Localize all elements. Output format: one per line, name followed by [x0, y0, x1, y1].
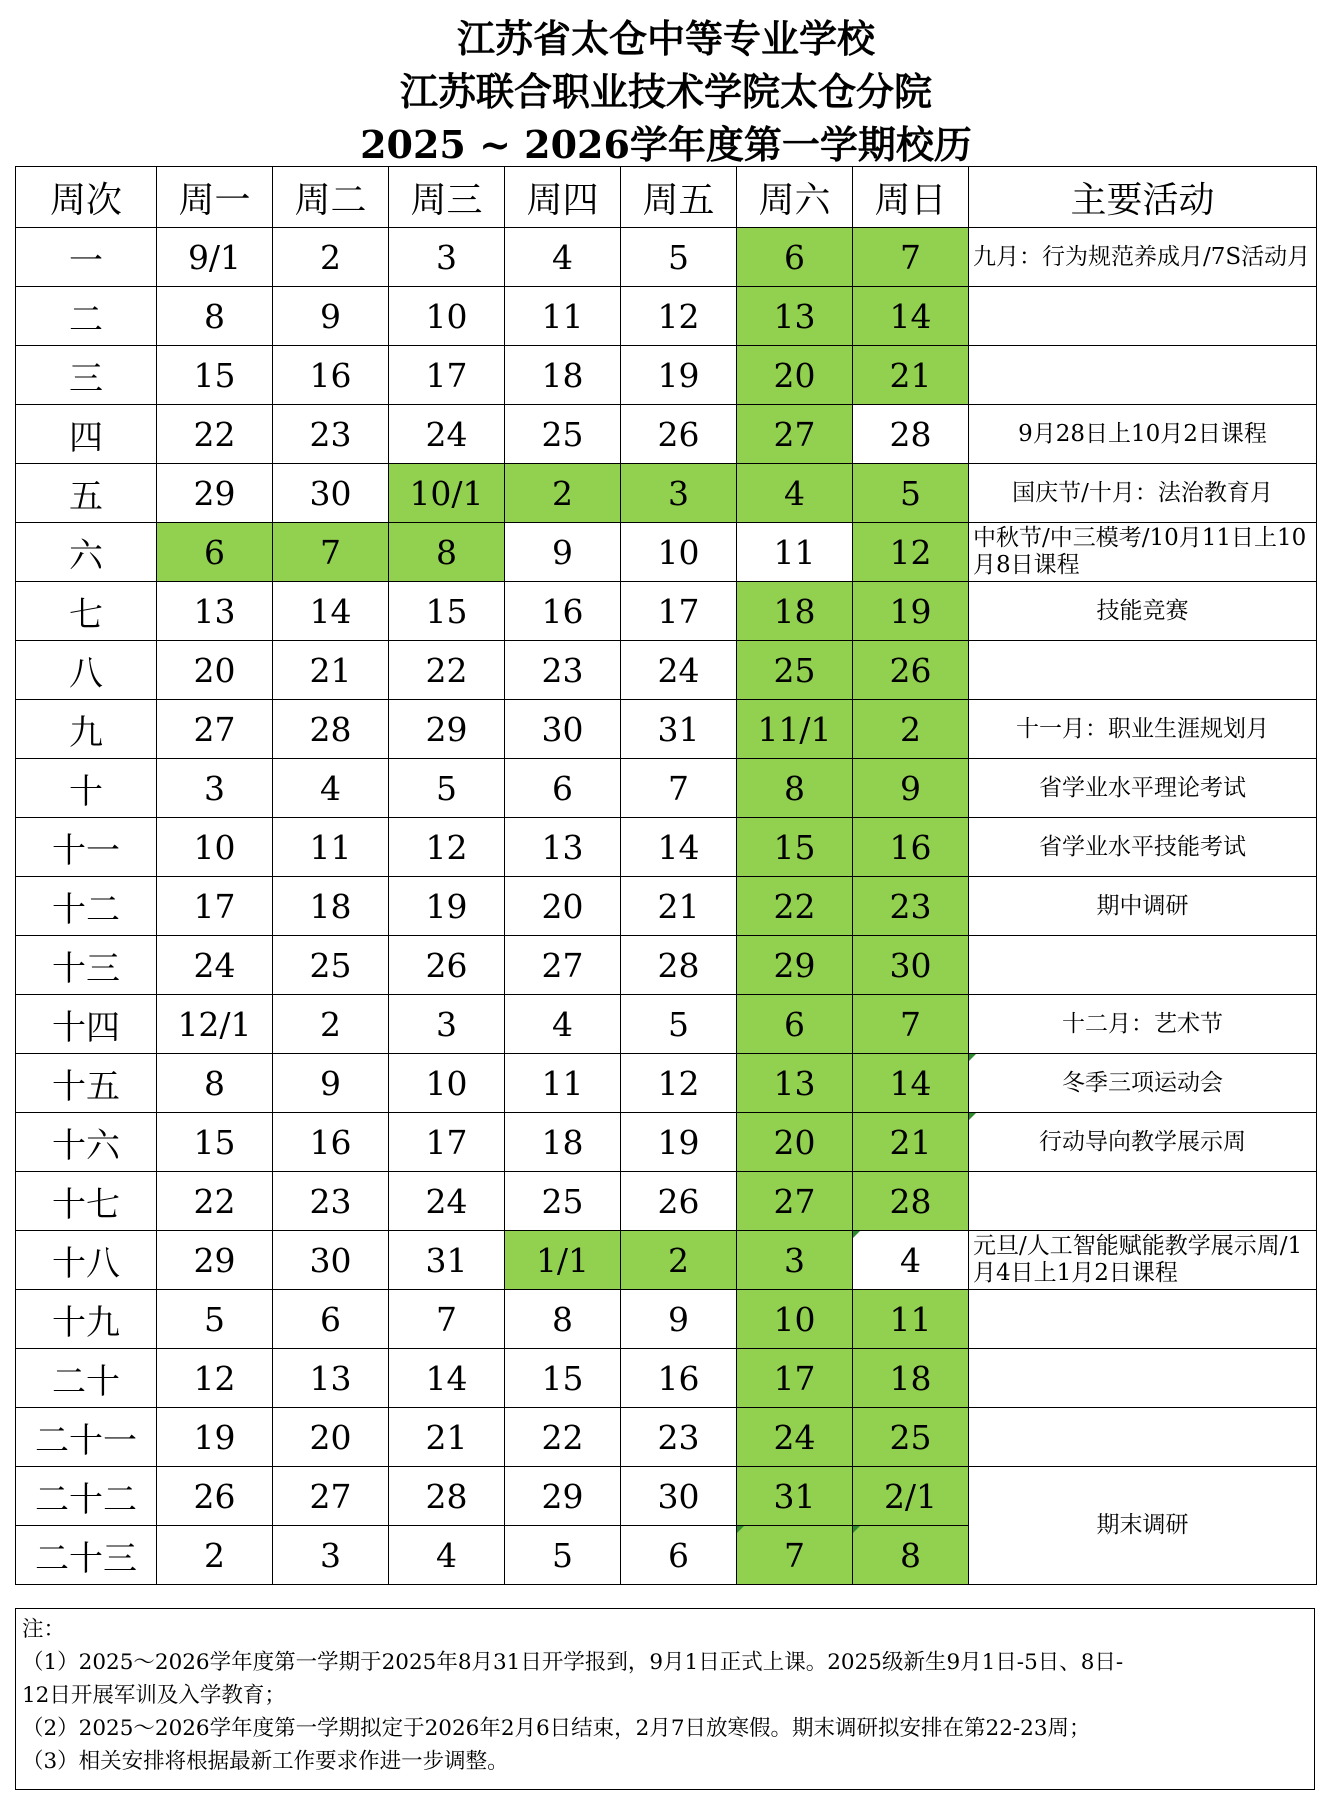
- day-cell: 28: [853, 405, 969, 464]
- day-cell: 29: [737, 936, 853, 995]
- day-cell: 8: [157, 1054, 273, 1113]
- activity-cell: [969, 287, 1317, 346]
- day-cell: 3: [157, 759, 273, 818]
- day-cell: 12/1: [157, 995, 273, 1054]
- table-row: [16, 1113, 1317, 1172]
- day-cell: 22: [737, 877, 853, 936]
- day-cell: 19: [621, 346, 737, 405]
- day-cell: 25: [853, 1408, 969, 1467]
- day-cell: 18: [505, 1113, 621, 1172]
- header-wed: 周三: [389, 167, 505, 228]
- day-cell: 24: [157, 936, 273, 995]
- day-cell: 13: [737, 287, 853, 346]
- activity-cell: [969, 1408, 1317, 1467]
- day-cell: 15: [157, 346, 273, 405]
- day-cell: 21: [853, 346, 969, 405]
- day-cell: 5: [157, 1290, 273, 1349]
- activity-cell: [969, 1172, 1317, 1231]
- day-cell: 25: [273, 936, 389, 995]
- activity-cell: 元旦/人工智能赋能教学展示周/1月4日上1月2日课程: [969, 1231, 1317, 1290]
- day-cell: 14: [273, 582, 389, 641]
- week-number: 十二: [16, 877, 157, 936]
- day-cell: 12: [157, 1349, 273, 1408]
- day-cell: 9/1: [157, 228, 273, 287]
- note-item-3: （3）相关安排将根据最新工作要求作进一步调整。: [22, 1749, 509, 1774]
- day-cell: 14: [621, 818, 737, 877]
- activity-cell: 十一月：职业生涯规划月: [969, 700, 1317, 759]
- header-mon: 周一: [157, 167, 273, 228]
- week-number: 九: [16, 700, 157, 759]
- day-cell: 27: [273, 1467, 389, 1526]
- day-cell: 2: [505, 464, 621, 523]
- day-cell: 2: [273, 995, 389, 1054]
- week-number: 二十二: [16, 1467, 157, 1526]
- day-cell: 18: [505, 346, 621, 405]
- day-cell: 21: [389, 1408, 505, 1467]
- day-cell: 25: [505, 1172, 621, 1231]
- day-cell: 2/1: [853, 1467, 969, 1526]
- table-row: [16, 582, 1317, 641]
- day-cell: 7: [737, 1526, 853, 1585]
- day-cell: 26: [853, 641, 969, 700]
- day-cell: 11: [505, 1054, 621, 1113]
- day-cell: 12: [621, 287, 737, 346]
- activity-cell: 省学业水平理论考试: [969, 759, 1317, 818]
- week-number: 八: [16, 641, 157, 700]
- day-cell: 21: [853, 1113, 969, 1172]
- day-cell: 3: [389, 995, 505, 1054]
- day-cell: 23: [621, 1408, 737, 1467]
- activity-cell: 省学业水平技能考试: [969, 818, 1317, 877]
- table-row: [16, 818, 1317, 877]
- header-week: 周次: [16, 167, 157, 228]
- day-cell: 6: [737, 995, 853, 1054]
- day-cell: 15: [157, 1113, 273, 1172]
- day-cell: 7: [273, 523, 389, 582]
- day-cell: 6: [273, 1290, 389, 1349]
- day-cell: 3: [273, 1526, 389, 1585]
- week-number: 十三: [16, 936, 157, 995]
- table-row: [16, 1349, 1317, 1408]
- day-cell: 10: [389, 287, 505, 346]
- day-cell: 24: [737, 1408, 853, 1467]
- day-cell: 11: [737, 523, 853, 582]
- header-activities: 主要活动: [969, 167, 1317, 228]
- table-row: [16, 228, 1317, 287]
- table-row: [16, 1231, 1317, 1290]
- day-cell: 23: [505, 641, 621, 700]
- week-number: 五: [16, 464, 157, 523]
- header-thu: 周四: [505, 167, 621, 228]
- day-cell: 2: [853, 700, 969, 759]
- day-cell: 16: [505, 582, 621, 641]
- day-cell: 8: [737, 759, 853, 818]
- table-row: [16, 287, 1317, 346]
- day-cell: 5: [853, 464, 969, 523]
- day-cell: 8: [505, 1290, 621, 1349]
- activity-cell: [969, 936, 1317, 995]
- table-row: [16, 936, 1317, 995]
- day-cell: 30: [273, 1231, 389, 1290]
- header-sat: 周六: [737, 167, 853, 228]
- day-cell: 14: [853, 1054, 969, 1113]
- day-cell: 4: [273, 759, 389, 818]
- day-cell: 26: [621, 1172, 737, 1231]
- day-cell: 17: [389, 1113, 505, 1172]
- day-cell: 18: [737, 582, 853, 641]
- day-cell: 7: [853, 995, 969, 1054]
- day-cell: 8: [157, 287, 273, 346]
- week-number: 二十三: [16, 1526, 157, 1585]
- day-cell: 29: [157, 464, 273, 523]
- title-block: [0, 0, 1332, 171]
- day-cell: 5: [621, 228, 737, 287]
- day-cell: 16: [853, 818, 969, 877]
- day-cell: 20: [737, 1113, 853, 1172]
- table-row: [16, 405, 1317, 464]
- day-cell: 27: [157, 700, 273, 759]
- day-cell: 8: [389, 523, 505, 582]
- day-cell: 17: [157, 877, 273, 936]
- table-row: [16, 700, 1317, 759]
- day-cell: 11: [505, 287, 621, 346]
- note-item-1-line-1: （1）2025～2026学年度第一学期于2025年8月31日开学报到，9月1日正式上课。2025级新生9月1日-5日、8日-: [22, 1650, 1124, 1675]
- day-cell: 19: [621, 1113, 737, 1172]
- day-cell: 27: [737, 405, 853, 464]
- calendar-title: 2025 ~ 2026学年度第一学期校历: [360, 122, 972, 167]
- activity-cell: [969, 346, 1317, 405]
- table-row: [16, 1172, 1317, 1231]
- note-item-2: （2）2025～2026学年度第一学期拟定于2026年2月6日结束，2月7日放寒假。期末调研拟安排在第22-23周；: [22, 1716, 1091, 1741]
- day-cell: 11: [273, 818, 389, 877]
- day-cell: 11: [853, 1290, 969, 1349]
- day-cell: 29: [389, 700, 505, 759]
- day-cell: 24: [389, 1172, 505, 1231]
- activity-cell: 技能竞赛: [969, 582, 1317, 641]
- note-item-1-line-2: 12日开展军训及入学教育；: [22, 1683, 286, 1708]
- day-cell: 10: [157, 818, 273, 877]
- college-name: 江苏联合职业技术学院太仓分院: [399, 69, 932, 114]
- day-cell: 30: [505, 700, 621, 759]
- day-cell: 5: [621, 995, 737, 1054]
- day-cell: 4: [505, 995, 621, 1054]
- header-row: [16, 167, 1317, 228]
- day-cell: 2: [157, 1526, 273, 1585]
- week-number: 四: [16, 405, 157, 464]
- day-cell: 19: [157, 1408, 273, 1467]
- day-cell: 7: [853, 228, 969, 287]
- day-cell: 6: [621, 1526, 737, 1585]
- day-cell: 15: [505, 1349, 621, 1408]
- table-row: [16, 346, 1317, 405]
- table-row: [16, 1054, 1317, 1113]
- day-cell: 2: [621, 1231, 737, 1290]
- activity-cell: 国庆节/十月：法治教育月: [969, 464, 1317, 523]
- day-cell: 11/1: [737, 700, 853, 759]
- day-cell: 28: [621, 936, 737, 995]
- day-cell: 31: [389, 1231, 505, 1290]
- week-number: 十七: [16, 1172, 157, 1231]
- day-cell: 3: [621, 464, 737, 523]
- day-cell: 2: [273, 228, 389, 287]
- day-cell: 1/1: [505, 1231, 621, 1290]
- day-cell: 9: [273, 1054, 389, 1113]
- day-cell: 4: [389, 1526, 505, 1585]
- notes-label: 注：: [22, 1617, 66, 1642]
- week-number: 二: [16, 287, 157, 346]
- day-cell: 15: [389, 582, 505, 641]
- table-row: [16, 464, 1317, 523]
- day-cell: 20: [273, 1408, 389, 1467]
- day-cell: 23: [853, 877, 969, 936]
- day-cell: 13: [505, 818, 621, 877]
- week-number: 十六: [16, 1113, 157, 1172]
- day-cell: 20: [505, 877, 621, 936]
- day-cell: 26: [621, 405, 737, 464]
- activity-cell: [969, 1349, 1317, 1408]
- day-cell: 6: [157, 523, 273, 582]
- day-cell: 6: [737, 228, 853, 287]
- activity-cell: [969, 1290, 1317, 1349]
- activity-cell: 九月：行为规范养成月/7S活动月: [969, 228, 1317, 287]
- day-cell: 22: [157, 405, 273, 464]
- table-row: [16, 995, 1317, 1054]
- day-cell: 17: [621, 582, 737, 641]
- school-calendar-table: [15, 166, 1317, 1585]
- table-row: [16, 1408, 1317, 1467]
- day-cell: 22: [505, 1408, 621, 1467]
- day-cell: 25: [737, 641, 853, 700]
- day-cell: 10: [621, 523, 737, 582]
- day-cell: 22: [157, 1172, 273, 1231]
- header-fri: 周五: [621, 167, 737, 228]
- day-cell: 4: [505, 228, 621, 287]
- day-cell: 23: [273, 1172, 389, 1231]
- day-cell: 21: [621, 877, 737, 936]
- day-cell: 7: [621, 759, 737, 818]
- activity-cell: 中秋节/中三模考/10月11日上10月8日课程: [969, 523, 1317, 582]
- day-cell: 14: [853, 287, 969, 346]
- day-cell: 14: [389, 1349, 505, 1408]
- table-row: [16, 523, 1317, 582]
- day-cell: 10: [389, 1054, 505, 1113]
- day-cell: 19: [853, 582, 969, 641]
- week-number: 七: [16, 582, 157, 641]
- day-cell: 13: [273, 1349, 389, 1408]
- week-number: 三: [16, 346, 157, 405]
- day-cell: 5: [505, 1526, 621, 1585]
- activity-cell: 期中调研: [969, 877, 1317, 936]
- week-number: 六: [16, 523, 157, 582]
- day-cell: 27: [505, 936, 621, 995]
- day-cell: 30: [853, 936, 969, 995]
- day-cell: 26: [389, 936, 505, 995]
- day-cell: 9: [273, 287, 389, 346]
- day-cell: 30: [621, 1467, 737, 1526]
- week-number: 十五: [16, 1054, 157, 1113]
- day-cell: 28: [853, 1172, 969, 1231]
- day-cell: 12: [389, 818, 505, 877]
- activity-cell: 冬季三项运动会: [969, 1054, 1317, 1113]
- week-number: 十九: [16, 1290, 157, 1349]
- day-cell: 13: [157, 582, 273, 641]
- day-cell: 29: [157, 1231, 273, 1290]
- day-cell: 17: [737, 1349, 853, 1408]
- week-number: 十一: [16, 818, 157, 877]
- day-cell: 8: [853, 1526, 969, 1585]
- week-number: 十八: [16, 1231, 157, 1290]
- day-cell: 3: [737, 1231, 853, 1290]
- day-cell: 4: [737, 464, 853, 523]
- activity-cell: 行动导向教学展示周: [969, 1113, 1317, 1172]
- activity-cell: [969, 641, 1317, 700]
- school-name: 江苏省太仓中等专业学校: [456, 16, 875, 61]
- day-cell: 17: [389, 346, 505, 405]
- day-cell: 31: [737, 1467, 853, 1526]
- day-cell: 27: [737, 1172, 853, 1231]
- day-cell: 21: [273, 641, 389, 700]
- day-cell: 4: [853, 1231, 969, 1290]
- day-cell: 28: [389, 1467, 505, 1526]
- day-cell: 25: [505, 405, 621, 464]
- day-cell: 10/1: [389, 464, 505, 523]
- table-row: [16, 877, 1317, 936]
- day-cell: 12: [853, 523, 969, 582]
- week-number: 二十一: [16, 1408, 157, 1467]
- day-cell: 26: [157, 1467, 273, 1526]
- day-cell: 9: [505, 523, 621, 582]
- day-cell: 24: [621, 641, 737, 700]
- week-number: 十四: [16, 995, 157, 1054]
- day-cell: 7: [389, 1290, 505, 1349]
- day-cell: 23: [273, 405, 389, 464]
- notes-box: [15, 1608, 1315, 1790]
- day-cell: 18: [853, 1349, 969, 1408]
- day-cell: 18: [273, 877, 389, 936]
- day-cell: 16: [273, 1113, 389, 1172]
- table-row: [16, 759, 1317, 818]
- week-number: 一: [16, 228, 157, 287]
- day-cell: 13: [737, 1054, 853, 1113]
- day-cell: 3: [389, 228, 505, 287]
- table-row: [16, 1467, 1317, 1526]
- day-cell: 28: [273, 700, 389, 759]
- day-cell: 31: [621, 700, 737, 759]
- table-row: [16, 1290, 1317, 1349]
- activity-cell: 9月28日上10月2日课程: [969, 405, 1317, 464]
- activity-cell: 期末调研: [969, 1467, 1317, 1585]
- day-cell: 10: [737, 1290, 853, 1349]
- day-cell: 20: [737, 346, 853, 405]
- day-cell: 30: [273, 464, 389, 523]
- day-cell: 19: [389, 877, 505, 936]
- day-cell: 5: [389, 759, 505, 818]
- day-cell: 6: [505, 759, 621, 818]
- day-cell: 24: [389, 405, 505, 464]
- day-cell: 16: [273, 346, 389, 405]
- day-cell: 22: [389, 641, 505, 700]
- week-number: 十: [16, 759, 157, 818]
- day-cell: 20: [157, 641, 273, 700]
- day-cell: 15: [737, 818, 853, 877]
- day-cell: 9: [853, 759, 969, 818]
- day-cell: 9: [621, 1290, 737, 1349]
- table-row: [16, 641, 1317, 700]
- day-cell: 12: [621, 1054, 737, 1113]
- header-tue: 周二: [273, 167, 389, 228]
- day-cell: 16: [621, 1349, 737, 1408]
- activity-cell: 十二月：艺术节: [969, 995, 1317, 1054]
- header-sun: 周日: [853, 167, 969, 228]
- week-number: 二十: [16, 1349, 157, 1408]
- day-cell: 29: [505, 1467, 621, 1526]
